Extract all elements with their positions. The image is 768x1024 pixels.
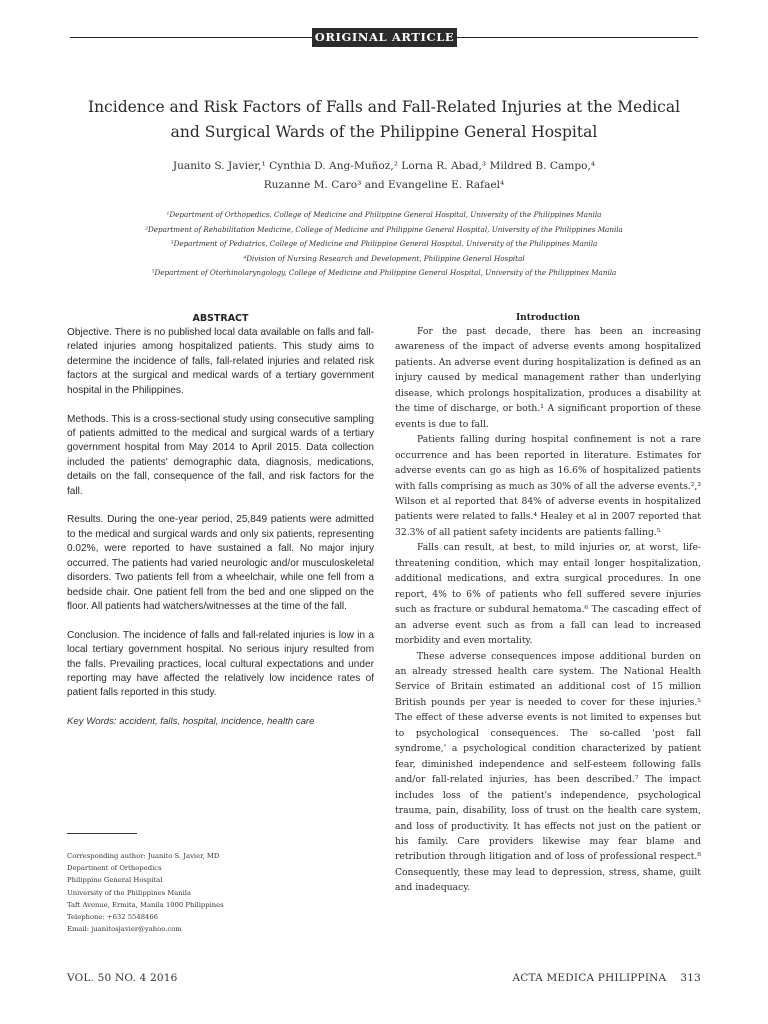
correspondence-line: Philippine General Hospital bbox=[67, 876, 163, 885]
correspondence-block bbox=[67, 850, 367, 935]
abstract-results: Results. During the one-year period, 25,849 patients were admitted to the medical and surgical wards and only six patients, representing 0.02%, were reported to have sustained a fall. No major injury occurred. The patients had varied neurologic and/or musculoskeletal disorders. Two patients fell from a wheelchair, while one fell from a bedside chair. One patient fell from the bed and one slipped on the floor. All patients had watchers/witnesses at the time of the fall. bbox=[67, 514, 374, 612]
abstract-objective: Objective. There is no published local data available on falls and fall-related injuries among hospitalized patients. This study aims to determine the incidence of falls, fall-related injuries and related risk factors at the surgical and medical wards of a tertiary government hospital in the Philippines. bbox=[67, 327, 374, 396]
intro-paragraph: Patients falling during hospital confinement is not a rare occurrence and has been reported in literature. Estimates for adverse events can go as high as 16.6% of hospitalized patients with falls comprising as much as 30% of all the adverse events.²,³ Wilson et al reported that 84% of adverse events in hospitalized patients were related to falls.⁴ Healey et al in 2007 reported that 32.3% of all patient safety incidents are patients falling.⁵ bbox=[395, 434, 702, 538]
affiliation: ⁴Division of Nursing Research and Development, Philippine General Hospital bbox=[243, 253, 525, 263]
affiliation: ²Department of Rehabilitation Medicine, College of Medicine and Philippine General Hospital, University of the Philippines Manila bbox=[145, 224, 623, 234]
authors-line-1: Juanito S. Javier,¹ Cynthia D. Ang-Muñoz,² Lorna R. Abad,³ Mildred B. Campo,⁴ bbox=[172, 160, 596, 172]
abstract-heading: ABSTRACT bbox=[192, 313, 249, 324]
correspondence-line: Telephone: +632 5548466 bbox=[67, 913, 158, 922]
article-title: Incidence and Risk Factors of Falls and Fall-Related Injuries at the Medical and Surgical Wards of the Philippine General Hospital bbox=[87, 98, 681, 141]
correspondence-line: University of the Philippines Manila bbox=[67, 888, 192, 897]
correspondence-line: Corresponding author: Juanito S. Javier, MD bbox=[67, 852, 220, 860]
intro-paragraph: For the past decade, there has been an increasing awareness of the impact of adverse events among hospitalized patients. An adverse event during hospitalization is defined as an injury caused by medical management rather than underlying disease, which prolongs hospitalization, produces a disability at the time of discharge, or both.¹ A significant proportion of these events is due to fall. bbox=[395, 326, 701, 430]
intro-paragraph: Falls can result, at best, to mild injuries or, at worst, life-threatening condition, which may entail longer hospitalization, additional medications, and extra surgical procedures. In one report, 4% to 6% of patients who fell suffered severe injuries such as fracture or subdural hematoma.⁶ The cascading effect of an adverse event such as from a fall can lead to increased morbidity and even mortality. bbox=[395, 542, 701, 647]
page-number: 313 bbox=[680, 972, 701, 984]
affiliation: ⁵Department of Otorhinolaryngology, College of Medicine and Philippine General Hospital, University of the Philippines Manila bbox=[151, 268, 617, 277]
affiliation: ³Department of Pediatrics, College of Medicine and Philippine General Hospital, University of the Philippines Manila bbox=[170, 239, 598, 248]
authors-line-2: Ruzanne M. Caro³ and Evangeline E. Rafael⁴ bbox=[263, 179, 505, 191]
affiliation: ¹Department of Orthopedics, College of Medicine and Philippine General Hospital, University of the Philippines Manila bbox=[166, 210, 602, 219]
author-list bbox=[90, 157, 678, 195]
abstract-methods: Methods. This is a cross-sectional study using consecutive sampling of patients admitted to the medical and surgical wards of a tertiary government hospital from May 2014 to April 2015. Data collection included the patients' demographic data, diagnosis, medications, details on the fall, consequence of the fall, and risk factors for the fall. bbox=[67, 413, 374, 497]
footer-volume: VOL. 50 NO. 4 2016 bbox=[67, 972, 178, 984]
footer-journal: ACTA MEDICA PHILIPPINA bbox=[512, 972, 667, 984]
correspondence-line: Taft Avenue, Ermita, Manila 1000 Philippines bbox=[67, 900, 224, 909]
intro-paragraph: These adverse consequences impose additional burden on an already stressed health care system. The National Health Service of Britain estimated an additional cost of 15 million British pounds per year is needed to cover for these injuries.⁵ The effect of these adverse events is not limited to expenses but to psychological consequences. The so-called 'post fall syndrome,' a psychological condition characterized by patient fear, diminished independence and self-esteem following falls and/or fall-related injuries, has been described.⁷ The impact includes loss of the patient's independence, psychological trauma, pain, disability, loss of trust on the health care system, and loss of productivity. It has effects not just on the patient or his family. Care providers likewise may fear blame and retribution through litigation and of loss of professional respect.⁸ Consequently, these may lead to depression, stress, shame, guilt and inadequacy. bbox=[395, 650, 701, 894]
correspondence-email: Email: juanitosjavier@yahoo.com bbox=[67, 925, 182, 934]
footnote-rule bbox=[67, 833, 137, 834]
footer-journal-block bbox=[513, 972, 702, 984]
abstract-section bbox=[67, 313, 374, 729]
section-label: ORIGINAL ARTICLE bbox=[312, 28, 457, 47]
abstract-conclusion: Conclusion. The incidence of falls and fall-related injuries is low in a local tertiary government hospital. No serious injury resulted from the falls. Prevailing practices, local cultural expectations and under reporting may have affected the relatively low incidence rates of patient falls reported in this study. bbox=[67, 629, 374, 699]
keywords: Key Words: accident, falls, hospital, incidence, health care bbox=[67, 716, 315, 728]
introduction-section bbox=[395, 313, 701, 896]
affiliations bbox=[70, 208, 698, 281]
introduction-heading: Introduction bbox=[515, 313, 581, 323]
correspondence-line: Department of Orthopedics bbox=[67, 864, 162, 873]
